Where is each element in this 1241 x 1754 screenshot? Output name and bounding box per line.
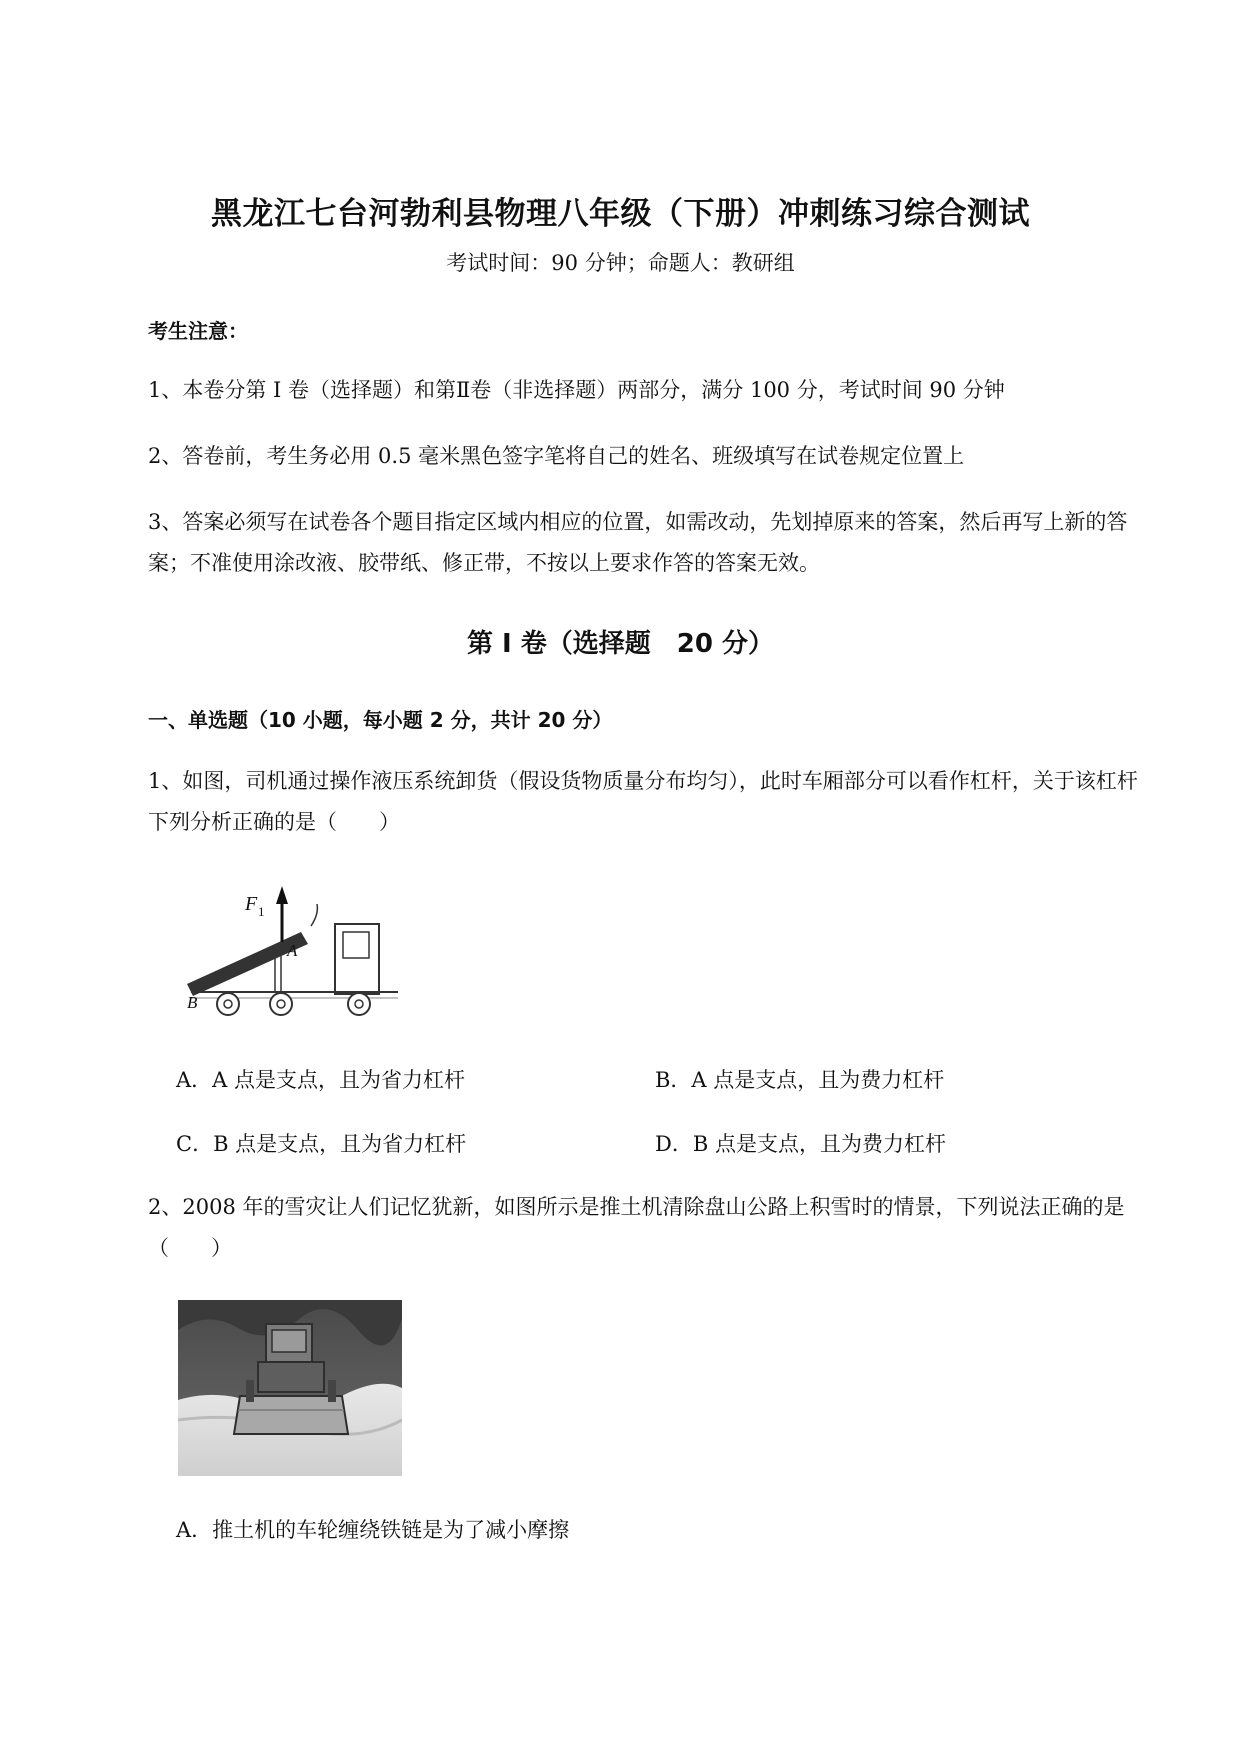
notice-heading: 考生注意： [148, 319, 248, 343]
force-label: F [245, 893, 258, 915]
exam-info: 考试时间：90 分钟；命题人：教研组 [446, 251, 795, 275]
point-a-label: A [287, 941, 298, 960]
bulldozer-snow-photo [178, 1300, 402, 1476]
point-b-label: B [187, 993, 198, 1012]
section-title: 第 I 卷（选择题 20 分） [466, 629, 774, 659]
question-2-option-a: A．推土机的车轮缠绕铁链是为了减小摩擦 [176, 1518, 570, 1542]
notice-item-3: 3、答案必须写在试卷各个题目指定区域内相应的位置，如需改动，先划掉原来的答案，然后再写上新的答案；不准使用涂改液、胶带纸、修正带，不按以上要求作答的答案无效。 [148, 510, 1128, 575]
question-1-stem: 1、如图，司机通过操作液压系统卸货（假设货物质量分布均匀），此时车厢部分可以看作杠杆，关于该杠杆下列分析正确的是（ ） [148, 769, 1138, 834]
group-heading: 一、单选题（10 小题，每小题 2 分，共计 20 分） [148, 708, 613, 732]
question-1-option-d: D．B 点是支点，且为费力杠杆 [655, 1132, 946, 1156]
question-2-stem: 2、2008 年的雪灾让人们记忆犹新，如图所示是推土机清除盘山公路上积雪时的情景，下列说法正确的是（ ） [148, 1195, 1125, 1260]
question-1-option-c: C．B 点是支点，且为省力杠杆 [176, 1132, 467, 1156]
question-1-option-a: A．A 点是支点，且为省力杠杆 [176, 1068, 466, 1092]
notice-item-2: 2、答卷前，考生务必用 0.5 毫米黑色签字笔将自己的姓名、班级填写在试卷规定位置上 [148, 444, 965, 468]
force-subscript: 1 [258, 904, 265, 919]
page-title: 黑龙江七台河勃利县物理八年级（下册）冲刺练习综合测试 [211, 196, 1030, 232]
notice-item-1: 1、本卷分第 I 卷（选择题）和第Ⅱ卷（非选择题）两部分，满分 100 分，考试时间 90 分钟 [148, 378, 1005, 402]
question-1-option-b: B．A 点是支点，且为费力杠杆 [655, 1068, 945, 1092]
dump-truck-lever-figure [183, 880, 403, 1020]
